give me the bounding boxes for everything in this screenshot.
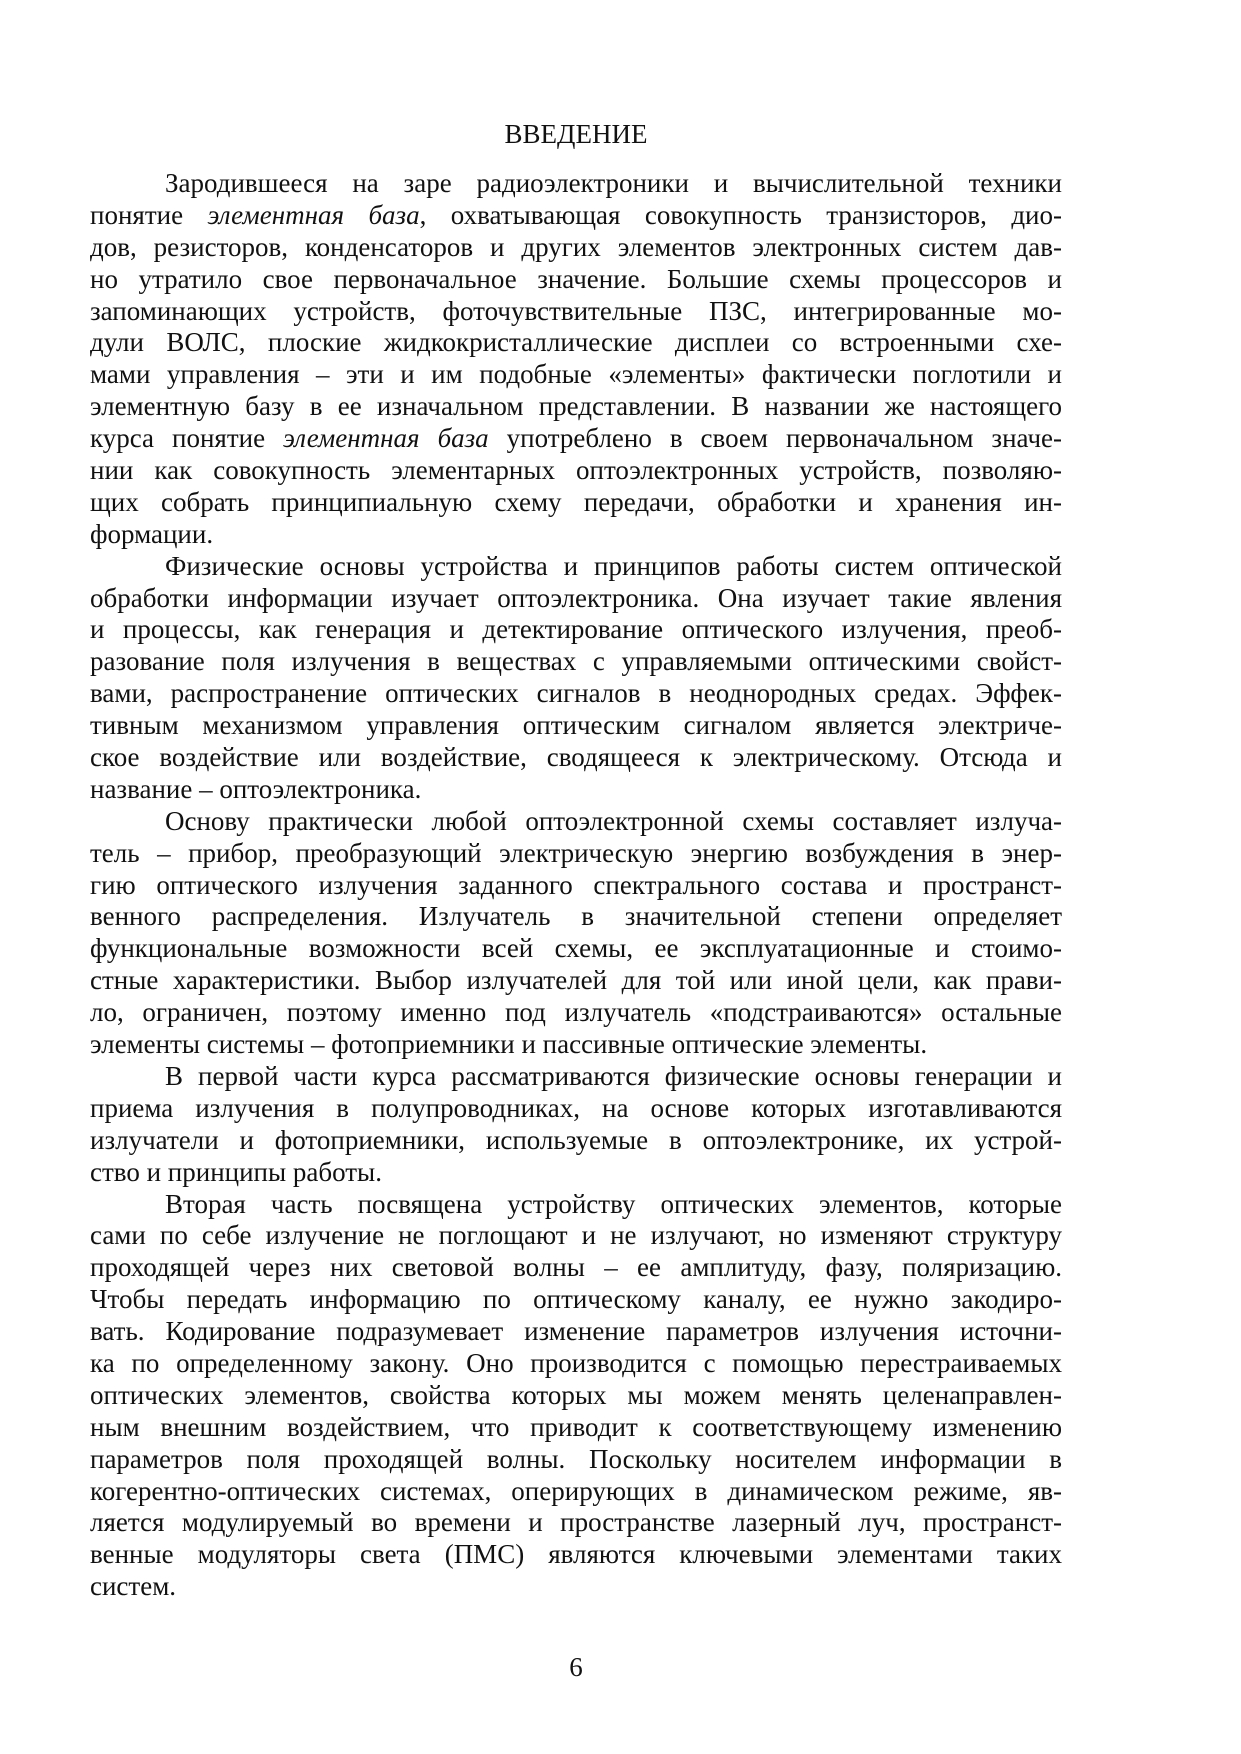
text-segment: но утратило свое первоначальное значение. Большие схемы процессоров и [90, 263, 1062, 294]
text-segment: , охватывающая совокупность транзисторов, дио- [419, 199, 1062, 230]
page-number: 6 [569, 1652, 583, 1682]
text-line [90, 1348, 1062, 1380]
section-title: ВВЕДЕНИЕ [504, 119, 648, 149]
text-line [90, 1539, 1062, 1571]
text-segment: тивным механизмом управления оптическим сигналом является электриче- [90, 710, 1062, 741]
text-line [90, 391, 1062, 423]
text-segment: понятие [90, 199, 208, 230]
text-segment: курса понятие [90, 423, 284, 454]
text-segment: сами по себе излучение не поглощают и не излучают, но изменяют структуру [90, 1220, 1062, 1251]
text-line [90, 519, 1062, 551]
text-line [90, 1284, 1062, 1316]
text-line [90, 1157, 1062, 1189]
text-segment: элементную базу в ее изначальном представлении. В названии же настоящего [90, 391, 1062, 422]
text-segment: запоминающих устройств, фоточувствительные ПЗС, интегрированные мо- [90, 295, 1062, 326]
paragraph [90, 1189, 1062, 1604]
italic-term: элементная база [207, 199, 420, 230]
text-line [90, 423, 1062, 455]
text-line [90, 997, 1062, 1029]
text-segment: Чтобы передать информацию по оптическому каналу, ее нужно закодиро- [90, 1284, 1062, 1315]
text-segment: Вторая часть посвящена устройству оптических элементов, которые [165, 1188, 1062, 1219]
text-segment: ным внешним воздействием, что приводит к соответствующему изменению [90, 1411, 1062, 1442]
text-segment: оптических элементов, свойства которых мы можем менять целенаправлен- [90, 1379, 1062, 1410]
text-line [90, 1189, 1062, 1221]
text-line [90, 806, 1062, 838]
text-segment: когерентно-оптических системах, оперирующих в динамическом режиме, яв- [90, 1475, 1062, 1506]
text-line [90, 551, 1062, 583]
text-segment: излучатели и фотоприемники, используемые в оптоэлектронике, их устрой- [90, 1124, 1062, 1155]
text-segment: ло, ограничен, поэтому именно под излучатель «подстраиваются» остальные [90, 997, 1062, 1028]
text-line [90, 1125, 1062, 1157]
text-line [90, 870, 1062, 902]
text-segment: вами, распространение оптических сигналов в неоднородных средах. Эффек- [90, 678, 1062, 709]
body-text [90, 168, 1062, 1603]
text-line [90, 1476, 1062, 1508]
text-segment: параметров поля проходящей волны. Поскольку носителем информации в [90, 1443, 1062, 1474]
text-line [90, 487, 1062, 519]
text-line [90, 1252, 1062, 1284]
text-line [90, 1571, 1062, 1603]
text-segment: формации. [90, 518, 214, 549]
paragraph [90, 551, 1062, 806]
paragraph [90, 806, 1062, 1061]
text-line [90, 583, 1062, 615]
text-line [90, 838, 1062, 870]
text-line [90, 901, 1062, 933]
text-line [90, 264, 1062, 296]
text-line [90, 296, 1062, 328]
text-segment: Физические основы устройства и принципов работы систем оптической [165, 550, 1062, 581]
text-segment: дов, резисторов, конденсаторов и других элементов электронных систем дав- [90, 231, 1062, 262]
text-line [90, 1444, 1062, 1476]
italic-term: элементная база [283, 423, 489, 454]
text-segment: ляется модулируемый во времени и пространстве лазерный луч, пространст- [90, 1507, 1062, 1538]
text-line [90, 678, 1062, 710]
text-line [90, 1380, 1062, 1412]
text-segment: проходящей через них световой волны – ее амплитуду, фазу, поляризацию. [90, 1252, 1062, 1283]
text-segment: систем. [90, 1571, 177, 1602]
text-line [90, 710, 1062, 742]
text-line [90, 232, 1062, 264]
paragraph [90, 168, 1062, 551]
text-line [90, 1412, 1062, 1444]
text-segment: Зародившееся на заре радиоэлектроники и вычислительной техники [165, 168, 1062, 198]
text-segment: венные модуляторы света (ПМС) являются ключевыми элементами таких [90, 1539, 1062, 1570]
text-segment: ское воздействие или воздействие, сводящееся к электрическому. Отсюда и [90, 742, 1062, 773]
text-line [90, 742, 1062, 774]
text-line [90, 1061, 1062, 1093]
text-line [90, 1029, 1062, 1061]
text-segment: стные характеристики. Выбор излучателей для той или иной цели, как прави- [90, 965, 1062, 996]
text-line [90, 168, 1062, 200]
text-segment: название – оптоэлектроника. [90, 773, 422, 804]
text-segment: щих собрать принципиальную схему передачи, обработки и хранения ин- [90, 486, 1062, 517]
text-line [90, 1093, 1062, 1125]
text-segment: приема излучения в полупроводниках, на основе которых изготавливаются [90, 1092, 1062, 1123]
text-segment: ка по определенному закону. Оно производится с помощью перестраиваемых [90, 1347, 1062, 1378]
text-segment: употреблено в своем первоначальном значе- [488, 423, 1062, 454]
text-segment: обработки информации изучает оптоэлектроника. Она изучает такие явления [90, 582, 1062, 613]
text-line [90, 933, 1062, 965]
text-line [90, 774, 1062, 806]
text-line [90, 455, 1062, 487]
text-segment: нии как совокупность элементарных оптоэлектронных устройств, позволяю- [90, 455, 1062, 486]
text-line [90, 1507, 1062, 1539]
text-segment: венного распределения. Излучатель в значительной степени определяет [90, 901, 1062, 932]
text-line [90, 614, 1062, 646]
text-segment: ство и принципы работы. [90, 1156, 382, 1187]
text-segment: и процессы, как генерация и детектирование оптического излучения, преоб- [90, 614, 1062, 645]
text-segment: В первой части курса рассматриваются физические основы генерации и [165, 1060, 1062, 1091]
paragraph [90, 1061, 1062, 1189]
text-segment: гию оптического излучения заданного спектрального состава и пространст- [90, 869, 1062, 900]
text-line [90, 965, 1062, 997]
text-segment: элементы системы – фотоприемники и пассивные оптические элементы. [90, 1029, 928, 1060]
text-line [90, 359, 1062, 391]
text-segment: Основу практически любой оптоэлектронной схемы составляет излуча- [165, 805, 1062, 836]
text-line [90, 327, 1062, 359]
text-line [90, 200, 1062, 232]
text-line [90, 1220, 1062, 1252]
text-segment: функциональные возможности всей схемы, ее эксплуатационные и стоимо- [90, 933, 1062, 964]
text-segment: вать. Кодирование подразумевает изменение параметров излучения источни- [90, 1316, 1062, 1347]
text-segment: тель – прибор, преобразующий электрическую энергию возбуждения в энер- [90, 837, 1062, 868]
text-line [90, 1316, 1062, 1348]
text-line [90, 646, 1062, 678]
text-segment: мами управления – эти и им подобные «элементы» фактически поглотили и [90, 359, 1062, 390]
text-segment: дули ВОЛС, плоские жидкокристаллические дисплеи со встроенными схе- [90, 327, 1062, 358]
text-segment: разование поля излучения в веществах с управляемыми оптическими свойст- [90, 646, 1062, 677]
